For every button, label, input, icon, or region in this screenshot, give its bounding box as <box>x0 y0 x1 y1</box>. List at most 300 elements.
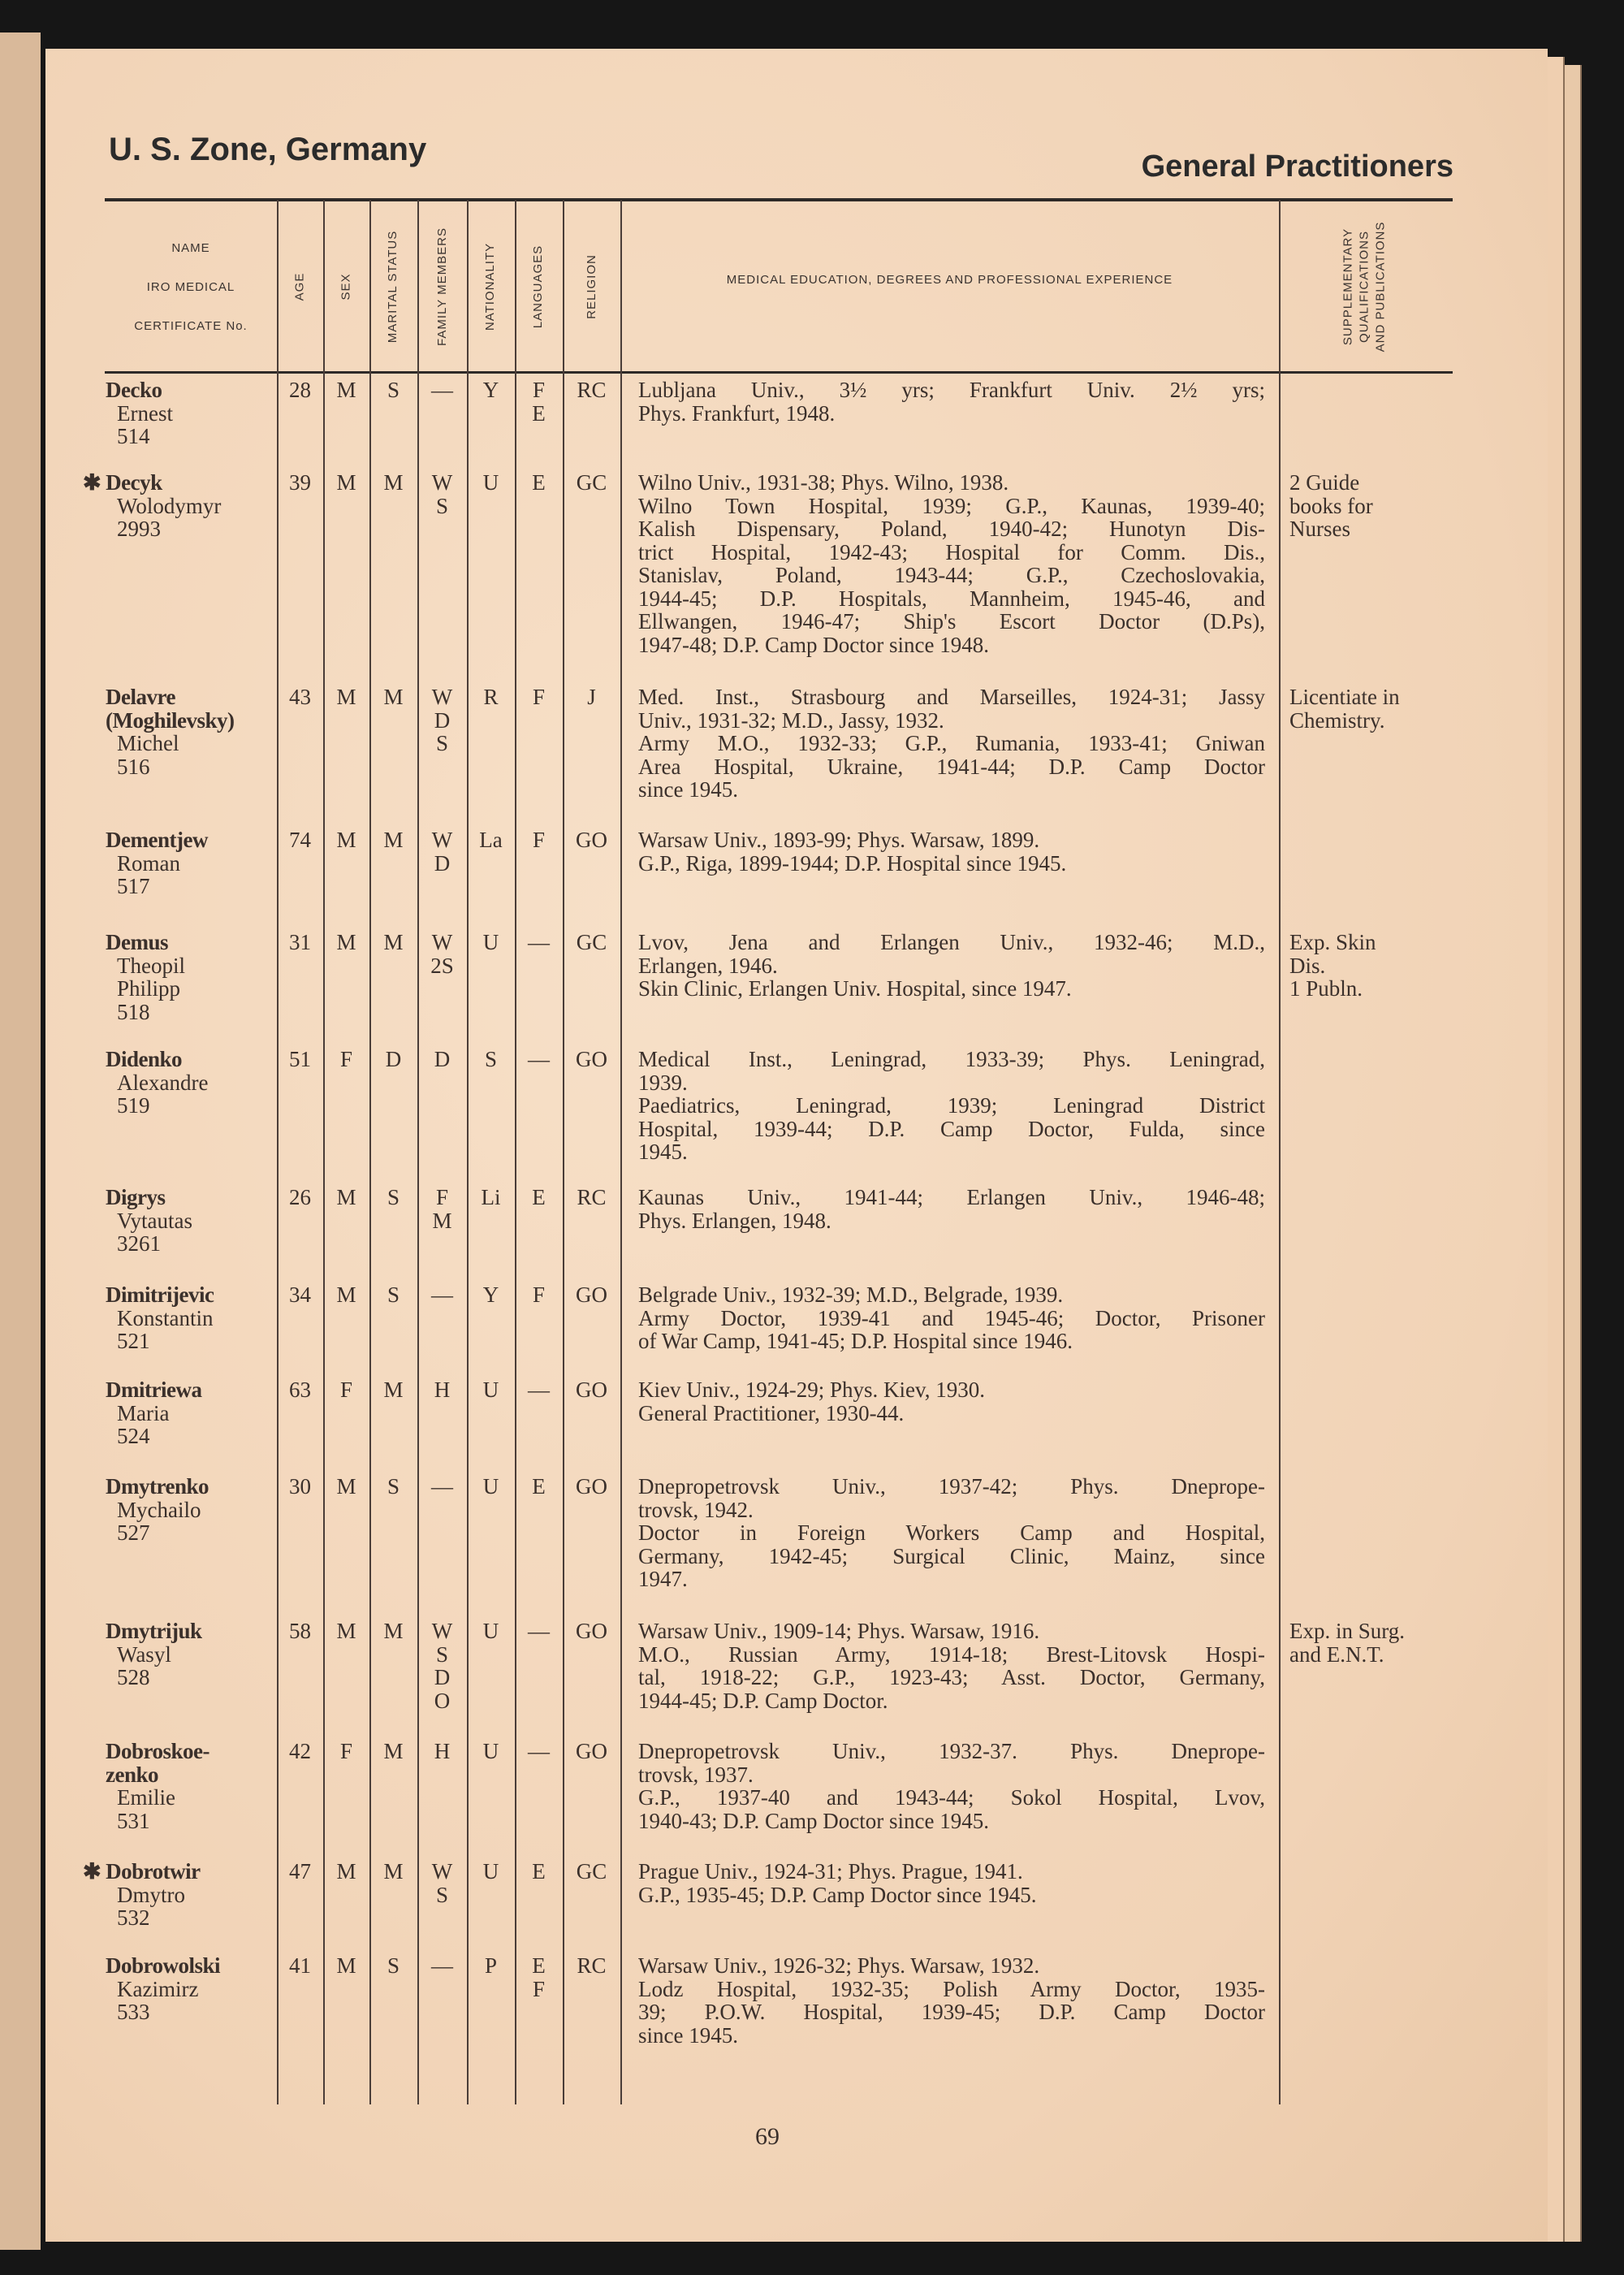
education-line: Erlangen, 1946. <box>638 953 778 978</box>
column-header-name <box>106 229 276 346</box>
religion-value: GO <box>576 1474 607 1499</box>
column-header-supplementary <box>1279 203 1450 370</box>
given-name: Mychailo <box>117 1497 201 1522</box>
marital-value: S <box>387 1474 400 1499</box>
section-heading: General Practitioners <box>1141 149 1453 184</box>
supplementary-cell <box>1289 1620 1452 1666</box>
education-line: 1944-45; D.P. Camp Doctor. <box>638 1688 888 1713</box>
family-cell <box>417 378 467 402</box>
nationality-cell <box>467 471 515 495</box>
name-cell <box>106 1378 276 1448</box>
given-name: Wasyl <box>117 1641 171 1667</box>
marital-value: M <box>383 1378 404 1402</box>
religion-value: GO <box>576 1282 607 1307</box>
surname-text: Digrys <box>106 1185 166 1209</box>
family-value: S <box>435 493 449 518</box>
education-line: Kaunas Univ., 1941-44; Erlangen Univ., 1946-48; <box>638 1185 1265 1209</box>
family-value: H <box>434 1739 451 1763</box>
languages-cell <box>515 1620 563 1643</box>
education-line: trovsk, 1942. <box>638 1497 754 1522</box>
age-cell <box>277 1620 323 1643</box>
nationality-cell <box>467 1186 515 1209</box>
nationality-label: NATIONALITY <box>483 242 498 331</box>
column-divider <box>1279 200 1281 2104</box>
marital-label: MARITAL STATUS <box>386 230 400 343</box>
family-value: S <box>435 1641 449 1667</box>
religion-value: GO <box>576 1047 607 1071</box>
nationality-value: U <box>482 1859 499 1884</box>
certificate-number: 514 <box>117 424 150 448</box>
given-name: Kazimirz <box>117 1976 199 2001</box>
education-line: Hospital, 1939-44; D.P. Camp Doctor, Fulda, since <box>638 1116 1265 1141</box>
certificate-number: 517 <box>117 874 150 898</box>
surname <box>83 470 276 495</box>
supplementary-line: Chemistry. <box>1289 707 1385 733</box>
certificate-number: 528 <box>117 1665 150 1689</box>
given-name: Roman <box>117 850 180 876</box>
family-cell <box>417 1378 467 1402</box>
column-header-nationality <box>467 203 515 370</box>
languages-cell <box>515 1860 563 1884</box>
languages-label: LANGUAGES <box>531 244 546 328</box>
given-name: Alexandre <box>117 1070 209 1095</box>
religion-value: GC <box>576 930 607 954</box>
languages-value: E <box>532 1474 546 1499</box>
languages-cell <box>515 378 563 425</box>
languages-value: E <box>532 400 546 426</box>
languages-value: F <box>532 685 546 709</box>
education-line: G.P., Riga, 1899-1944; D.P. Hospital since 1945. <box>638 850 1067 876</box>
surname-text: Dobroskoe- <box>106 1739 210 1763</box>
surname-text: Dmytrijuk <box>106 1619 202 1643</box>
marital-value: S <box>387 1185 400 1209</box>
surname <box>106 1954 276 1978</box>
education-line: Medical Inst., Leningrad, 1933-39; Phys. Leningrad, <box>638 1047 1265 1071</box>
languages-value: — <box>528 1047 550 1071</box>
certificate-number: 533 <box>117 2000 150 2024</box>
education-line: 1945. <box>638 1140 688 1164</box>
education-line: Wilno Univ., 1931-38; Phys. Wilno, 1938. <box>638 470 1009 495</box>
name-cell <box>106 1620 276 1689</box>
education-line: Lvov, Jena and Erlangen Univ., 1932-46; M.D., <box>638 930 1265 954</box>
languages-cell <box>515 1740 563 1763</box>
supplementary-line: books for <box>1289 493 1373 518</box>
sex-value: M <box>336 1953 356 1978</box>
given-name: Dmytro <box>117 1882 185 1907</box>
education-cell <box>638 828 1265 875</box>
family-value: — <box>431 378 453 402</box>
column-header-religion <box>563 203 620 370</box>
supp-line: SUPPLEMENTARY <box>1341 227 1355 345</box>
surname-text: Dmitriewa <box>106 1378 202 1402</box>
nationality-cell <box>467 1954 515 1978</box>
supplementary-line: Nurses <box>1289 517 1350 541</box>
education-line: Ellwangen, 1946-47; Ship's Escort Doctor (D.Ps), <box>638 609 1265 634</box>
age-cell <box>277 1186 323 1209</box>
surname <box>106 709 276 733</box>
age-value: 39 <box>289 470 311 495</box>
page-number: 69 <box>755 2123 780 2150</box>
family-value: — <box>431 1282 453 1307</box>
age-value: 74 <box>289 828 311 852</box>
marital-cell <box>369 1740 417 1763</box>
age-value: 28 <box>289 378 311 402</box>
age-value: 26 <box>289 1185 311 1209</box>
marital-value: M <box>383 828 404 852</box>
surname-text: Dementjew <box>106 828 208 852</box>
supplementary-line: Dis. <box>1289 953 1326 978</box>
nationality-cell <box>467 931 515 954</box>
marital-cell <box>369 1048 417 1071</box>
education-line: Doctor in Foreign Workers Camp and Hospital, <box>638 1520 1265 1545</box>
certificate-number: 3261 <box>117 1231 161 1256</box>
religion-cell <box>563 1620 620 1643</box>
sex-cell <box>323 471 369 495</box>
marital-value: S <box>387 1953 400 1978</box>
marital-cell <box>369 686 417 709</box>
nationality-cell <box>467 1620 515 1643</box>
marital-cell <box>369 1860 417 1884</box>
age-cell <box>277 471 323 495</box>
sex-value: F <box>339 1047 353 1071</box>
religion-value: GO <box>576 1378 607 1402</box>
surname <box>106 378 276 402</box>
sex-value: M <box>336 470 356 495</box>
given-name: Maria <box>117 1400 170 1425</box>
education-cell <box>638 378 1265 425</box>
name-cell <box>83 470 276 541</box>
column-header-education: MEDICAL EDUCATION, DEGREES AND PROFESSIONAL EXPERIENCE <box>726 273 1173 287</box>
education-cell <box>638 1283 1265 1353</box>
languages-value: F <box>532 1282 546 1307</box>
religion-value: GO <box>576 1619 607 1643</box>
supplementary-line: and E.N.T. <box>1289 1641 1384 1667</box>
marital-cell <box>369 1954 417 1978</box>
age-cell <box>277 1378 323 1402</box>
languages-value: E <box>532 1185 546 1209</box>
family-value: O <box>434 1688 451 1713</box>
certificate-number: 516 <box>117 754 150 779</box>
sex-cell <box>323 828 369 852</box>
family-value: W <box>431 1619 453 1643</box>
education-line: Dnepropetrovsk Univ., 1937-42; Phys. Dneprope- <box>638 1474 1265 1499</box>
surname <box>106 1763 276 1787</box>
nationality-cell <box>467 1860 515 1884</box>
surname-text: Dobrowolski <box>106 1953 221 1978</box>
age-value: 31 <box>289 930 311 954</box>
age-value: 58 <box>289 1619 311 1643</box>
languages-cell <box>515 1378 563 1402</box>
education-line: tal, 1918-22; G.P., 1923-43; Asst. Doctor, Germany, <box>638 1665 1265 1689</box>
age-value: 41 <box>289 1953 311 1978</box>
education-line: since 1945. <box>638 777 738 802</box>
surname <box>106 1740 276 1763</box>
religion-cell <box>563 1186 620 1209</box>
family-cell <box>417 828 467 875</box>
iro-label: IRO MEDICAL <box>146 280 235 294</box>
supplementary-line: Licentiate in <box>1289 685 1400 709</box>
surname <box>106 931 276 954</box>
education-cell <box>638 471 1265 656</box>
marital-value: D <box>385 1047 402 1071</box>
education-line: Warsaw Univ., 1909-14; Phys. Warsaw, 1916. <box>638 1619 1040 1643</box>
family-value: — <box>431 1953 453 1978</box>
sex-cell <box>323 1475 369 1499</box>
education-line: Med. Inst., Strasbourg and Marseilles, 1924-31; Jassy <box>638 685 1265 709</box>
sex-cell <box>323 1186 369 1209</box>
sex-value: M <box>336 685 356 709</box>
education-line: Phys. Erlangen, 1948. <box>638 1208 831 1233</box>
education-line: M.O., Russian Army, 1914-18; Brest-Litovsk Hospi- <box>638 1641 1265 1667</box>
education-line: Area Hospital, Ukraine, 1941-44; D.P. Camp Doctor <box>638 754 1265 779</box>
sex-value: M <box>336 1282 356 1307</box>
marital-value: M <box>383 1739 404 1763</box>
age-value: 43 <box>289 685 311 709</box>
languages-cell <box>515 686 563 709</box>
religion-value: RC <box>577 1185 607 1209</box>
supplementary-line: 1 Publn. <box>1289 976 1363 1001</box>
family-value: S <box>435 1882 449 1907</box>
sex-value: F <box>339 1378 353 1402</box>
column-header-age <box>277 203 323 370</box>
education-line: Phys. Frankfurt, 1948. <box>638 400 836 426</box>
name-cell <box>83 1859 276 1930</box>
education-cell <box>638 1048 1265 1164</box>
family-value: W <box>431 685 453 709</box>
surname <box>106 1283 276 1307</box>
sex-cell <box>323 1860 369 1884</box>
family-cell <box>417 686 467 755</box>
facing-page-edge <box>0 32 41 2250</box>
family-value: D <box>434 1047 451 1071</box>
sex-cell <box>323 686 369 709</box>
surname-text: Dimitrijevic <box>106 1282 214 1307</box>
nationality-cell <box>467 1378 515 1402</box>
education-line: 1939. <box>638 1070 688 1095</box>
age-cell <box>277 1283 323 1307</box>
supp-line: QUALIFICATIONS <box>1357 230 1371 343</box>
languages-cell <box>515 931 563 954</box>
certificate-number: 527 <box>117 1520 150 1545</box>
languages-value: E <box>532 1859 546 1884</box>
given-name: Emilie <box>117 1785 175 1810</box>
education-cell <box>638 1378 1265 1425</box>
name-cell <box>106 1740 276 1832</box>
family-cell <box>417 1860 467 1906</box>
education-line: Warsaw Univ., 1893-99; Phys. Warsaw, 1899. <box>638 828 1040 852</box>
education-line: since 1945. <box>638 2022 738 2048</box>
education-line: Dnepropetrovsk Univ., 1932-37. Phys. Dneprope- <box>638 1739 1265 1763</box>
sex-value: F <box>339 1739 353 1763</box>
surname <box>106 1186 276 1209</box>
age-label: AGE <box>292 272 307 301</box>
family-value: W <box>431 828 453 852</box>
surname <box>106 1475 276 1499</box>
supplementary-line: 2 Guide <box>1289 470 1360 495</box>
marital-cell <box>369 828 417 852</box>
family-value: W <box>431 1859 453 1884</box>
languages-value: — <box>528 1739 550 1763</box>
age-cell <box>277 378 323 402</box>
education-cell <box>638 1620 1265 1712</box>
nationality-value: U <box>482 930 499 954</box>
education-line: 39; P.O.W. Hospital, 1939-45; D.P. Camp Doctor <box>638 2000 1265 2024</box>
surname-text: Dmytrenko <box>106 1474 209 1499</box>
name-cell <box>106 378 276 448</box>
age-value: 51 <box>289 1047 311 1071</box>
religion-cell <box>563 1475 620 1499</box>
education-line: Lodz Hospital, 1932-35; Polish Army Doctor, 1935- <box>638 1976 1265 2001</box>
religion-label: RELIGION <box>584 253 598 319</box>
marital-value: M <box>383 685 404 709</box>
name-cell <box>106 1475 276 1545</box>
family-value: 2S <box>430 953 454 978</box>
sex-value: M <box>336 828 356 852</box>
education-line: 1940-43; D.P. Camp Doctor since 1945. <box>638 1808 989 1833</box>
religion-value: J <box>587 685 596 709</box>
languages-cell <box>515 1186 563 1209</box>
family-cell <box>417 1283 467 1307</box>
certificate-number: 524 <box>117 1424 150 1448</box>
nationality-value: Y <box>482 378 499 402</box>
certificate-number: 519 <box>117 1093 150 1118</box>
marital-value: S <box>387 378 400 402</box>
education-cell <box>638 931 1265 1001</box>
supplementary-cell <box>1289 686 1452 732</box>
languages-cell <box>515 1048 563 1071</box>
education-line: Belgrade Univ., 1932-39; M.D., Belgrade, 1939. <box>638 1282 1064 1307</box>
column-divider <box>620 200 622 2104</box>
nationality-cell <box>467 828 515 852</box>
nationality-cell <box>467 1048 515 1071</box>
zone-heading: U. S. Zone, Germany <box>109 132 427 167</box>
family-cell <box>417 1740 467 1763</box>
religion-cell <box>563 1740 620 1763</box>
languages-value: F <box>532 1976 546 2001</box>
religion-cell <box>563 471 620 495</box>
marital-value: M <box>383 470 404 495</box>
sex-value: M <box>336 378 356 402</box>
marital-cell <box>369 1186 417 1209</box>
education-line: G.P., 1935-45; D.P. Camp Doctor since 1945. <box>638 1882 1037 1907</box>
star-icon: ✱ <box>83 1859 102 1884</box>
nationality-value: U <box>482 1474 499 1499</box>
education-line: 1947. <box>638 1567 688 1591</box>
marital-cell <box>369 931 417 954</box>
religion-value: GC <box>576 1859 607 1884</box>
family-cell <box>417 1186 467 1232</box>
age-value: 47 <box>289 1859 311 1884</box>
supplementary-cell <box>1289 931 1452 1001</box>
surname <box>106 1378 276 1402</box>
age-cell <box>277 828 323 852</box>
family-value: H <box>434 1378 451 1402</box>
given-name: Michel <box>117 731 179 755</box>
age-cell <box>277 1475 323 1499</box>
religion-cell <box>563 378 620 402</box>
supplementary-cell <box>1289 471 1452 541</box>
education-line: 1947-48; D.P. Camp Doctor since 1948. <box>638 632 989 657</box>
age-value: 30 <box>289 1474 311 1499</box>
age-value: 63 <box>289 1378 311 1402</box>
education-line: General Practitioner, 1930-44. <box>638 1400 905 1425</box>
education-line: Army Doctor, 1939-41 and 1945-46; Doctor, Prisoner <box>638 1305 1265 1330</box>
education-line: trict Hospital, 1942-43; Hospital for Comm. Dis., <box>638 539 1265 564</box>
family-cell <box>417 1475 467 1499</box>
star-icon: ✱ <box>83 470 102 495</box>
nationality-cell <box>467 1740 515 1763</box>
certificate-number: 521 <box>117 1329 150 1353</box>
languages-value: E <box>532 1953 546 1978</box>
languages-value: — <box>528 1378 550 1402</box>
surname <box>106 1048 276 1071</box>
age-value: 34 <box>289 1282 311 1307</box>
nationality-value: U <box>482 1378 499 1402</box>
given-name: Philipp <box>117 976 181 1001</box>
marital-cell <box>369 1283 417 1307</box>
surname-text: Demus <box>106 930 168 954</box>
sex-value: M <box>336 1185 356 1209</box>
age-cell <box>277 1740 323 1763</box>
marital-cell <box>369 1475 417 1499</box>
name-cell <box>106 931 276 1023</box>
certificate-label: CERTIFICATE No. <box>134 319 248 333</box>
age-cell <box>277 1048 323 1071</box>
certificate-number: 531 <box>117 1808 150 1833</box>
education-line: Stanislav, Poland, 1943-44; G.P., Czechoslovakia, <box>638 563 1265 587</box>
given-name: Konstantin <box>117 1305 214 1330</box>
family-cell <box>417 1954 467 1978</box>
education-line: Warsaw Univ., 1926-32; Phys. Warsaw, 1932. <box>638 1953 1040 1978</box>
supplementary-label <box>1341 221 1389 352</box>
column-header-languages <box>515 203 563 370</box>
sex-value: M <box>336 1474 356 1499</box>
marital-value: M <box>383 1619 404 1643</box>
family-value: F <box>435 1185 449 1209</box>
supplementary-line: Exp. Skin <box>1289 930 1376 954</box>
nationality-cell <box>467 1475 515 1499</box>
languages-cell <box>515 1475 563 1499</box>
surname-text: zenko <box>106 1762 158 1787</box>
surname-text: Dobrotwir <box>106 1859 201 1884</box>
nationality-value: U <box>482 1739 499 1763</box>
religion-cell <box>563 1860 620 1884</box>
education-line: Germany, 1942-45; Surgical Clinic, Mainz, since <box>638 1543 1265 1568</box>
nationality-value: U <box>482 470 499 495</box>
marital-value: M <box>383 1859 404 1884</box>
sex-value: M <box>336 930 356 954</box>
religion-cell <box>563 828 620 852</box>
religion-cell <box>563 1378 620 1402</box>
education-line: Army M.O., 1932-33; G.P., Rumania, 1933-41; Gniwan <box>638 731 1265 755</box>
surname-text: Delavre <box>106 685 175 709</box>
age-cell <box>277 1954 323 1978</box>
education-cell <box>638 1954 1265 2047</box>
name-cell <box>106 1186 276 1256</box>
nationality-value: Y <box>482 1282 499 1307</box>
name-label: NAME <box>171 241 210 255</box>
education-line: Paediatrics, Leningrad, 1939; Leningrad District <box>638 1093 1265 1118</box>
languages-value: — <box>528 930 550 954</box>
religion-value: GO <box>576 1739 607 1763</box>
marital-value: M <box>383 930 404 954</box>
family-cell <box>417 471 467 517</box>
education-cell <box>638 686 1265 802</box>
name-cell <box>106 1954 276 2024</box>
age-cell <box>277 686 323 709</box>
education-line: 1944-45; D.P. Hospitals, Mannheim, 1945-46, and <box>638 586 1265 611</box>
education-line: Wilno Town Hospital, 1939; G.P., Kaunas, 1939-40; <box>638 493 1265 518</box>
